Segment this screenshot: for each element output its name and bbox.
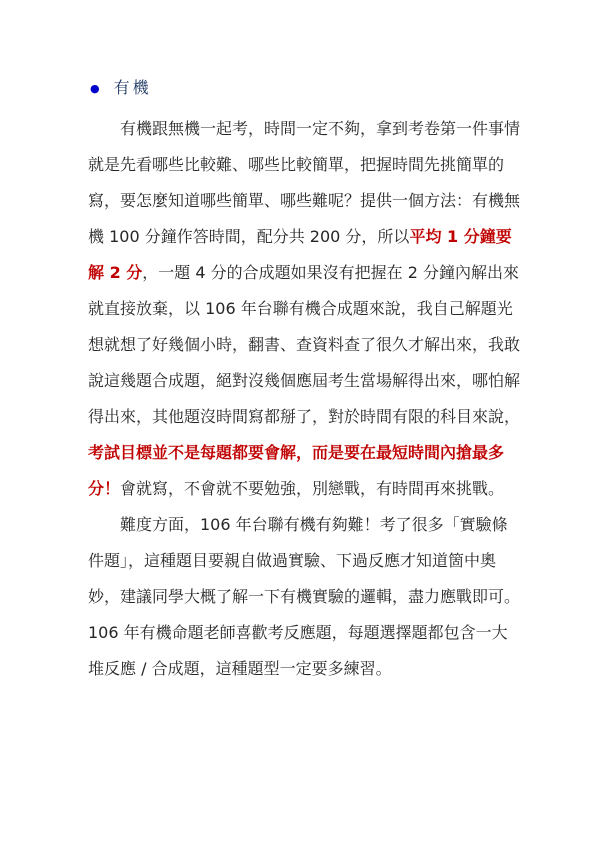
body-run: 難度方面，106 年台聯有機有夠難！考了很多「實驗條件題」，這種題目要親自做過實驗、下過反應才知道箇中奧妙，建議同學大概了解一下有機實驗的邏輯，盡力應戰即可。106 年有機命題老師喜歡考反應題，每題選擇題都包含一大堆反應 / 合成題，這種題型一定要多練習。 <box>88 515 521 678</box>
body-run: 有機跟無機一起考，時間一定不夠，拿到考卷第一件事情就是先看哪些比較難、哪些比較簡單，把握時間先挑簡單的寫，要怎麼知道哪些簡單、哪些難呢？提供一個方法：有機無機 100 分鐘作答時間，配分共 200 分，所以 <box>88 119 521 246</box>
paragraph <box>88 111 522 507</box>
emphasis-text: 考試目標並不是每題都要會解，而是要在最短時間內搶最多分！ <box>88 443 505 498</box>
emphasis-text: 平均 1 分鐘要解 2 分 <box>88 227 512 282</box>
body-run: 會就寫，不會就不要勉強，別戀戰，有時間再來挑戰。 <box>120 479 505 498</box>
paragraph <box>88 507 522 687</box>
body-text <box>88 111 522 687</box>
section-heading <box>90 78 522 98</box>
list-bullet-icon: ● <box>90 81 100 95</box>
section-title: 有機 <box>113 78 152 97</box>
page-content <box>88 78 522 687</box>
body-run: ，一題 4 分的合成題如果沒有把握在 2 分鐘內解出來就直接放棄，以 106 年台聯有機合成題來說，我自己解題光想就想了好幾個小時，翻書、查資料查了很久才解出來，我敢說這幾題合成題，絕對沒幾個應屆考生當場解得出來，哪怕解得出來，其他題沒時間寫都掰了，對於時間有限的科目來說， <box>88 263 521 426</box>
